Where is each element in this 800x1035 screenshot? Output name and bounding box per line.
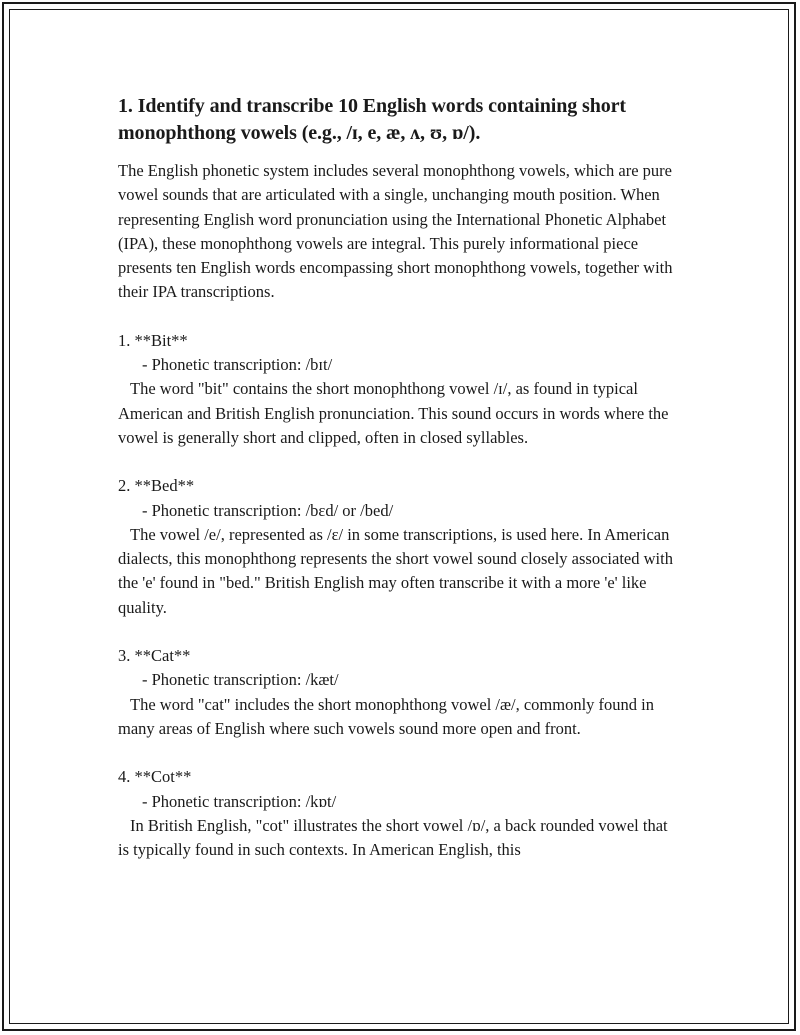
item-description [118, 377, 678, 450]
item-description-text: The word "bit" contains the short monophthong vowel /ɪ/, as found in typical American and British English pronunciation. This sound occurs in words where the vowel is generally short and clipped, often in closed syllables. [118, 379, 669, 447]
item-title: 3. **Cat** [118, 646, 191, 666]
list-item [118, 765, 678, 862]
list-item [118, 474, 678, 620]
document-body [118, 93, 678, 943]
item-description [118, 693, 678, 742]
section-heading: 1. Identify and transcribe 10 English words containing short monophthong vowels (e.g., /ɪ, e, æ, ʌ, ʊ, ɒ/). [118, 95, 626, 144]
item-description [118, 523, 678, 620]
item-description-text: In British English, "cot" illustrates the short vowel /ɒ/, a back rounded vowel that is typically found in such contexts. In American English, this [118, 815, 668, 860]
item-transcription: - Phonetic transcription: /bɪt/ [142, 355, 333, 375]
item-transcription: - Phonetic transcription: /bɛd/ or /bed/ [142, 500, 394, 520]
item-transcription: - Phonetic transcription: /kɒt/ [142, 791, 337, 811]
item-transcription: - Phonetic transcription: /kæt/ [142, 670, 339, 690]
item-description-text: The vowel /e/, represented as /ɛ/ in some transcriptions, is used here. In American dialects, this monophthong represents the short vowel sound closely associated with the 'e' found in "bed." British English may often transcribe it with a more 'e' like quality. [118, 524, 673, 617]
item-title: 4. **Cot** [118, 767, 192, 787]
intro-paragraph: The English phonetic system includes several monophthong vowels, which are pure vowel sounds that are articulated with a single, unchanging mouth position. When representing English word pronunciation using the International Phonetic Alphabet (IPA), these monophthong vowels are integral. This purely informational piece presents ten English words encompassing short monophthong vowels, together with their IPA transcriptions. [118, 161, 673, 302]
item-title: 2. **Bed** [118, 476, 195, 496]
list-item [118, 329, 678, 450]
item-description [118, 814, 678, 863]
list-item [118, 644, 678, 741]
item-title: 1. **Bit** [118, 330, 188, 350]
item-description-text: The word "cat" includes the short monophthong vowel /æ/, commonly found in many areas of English where such vowels sound more open and front. [118, 694, 654, 738]
